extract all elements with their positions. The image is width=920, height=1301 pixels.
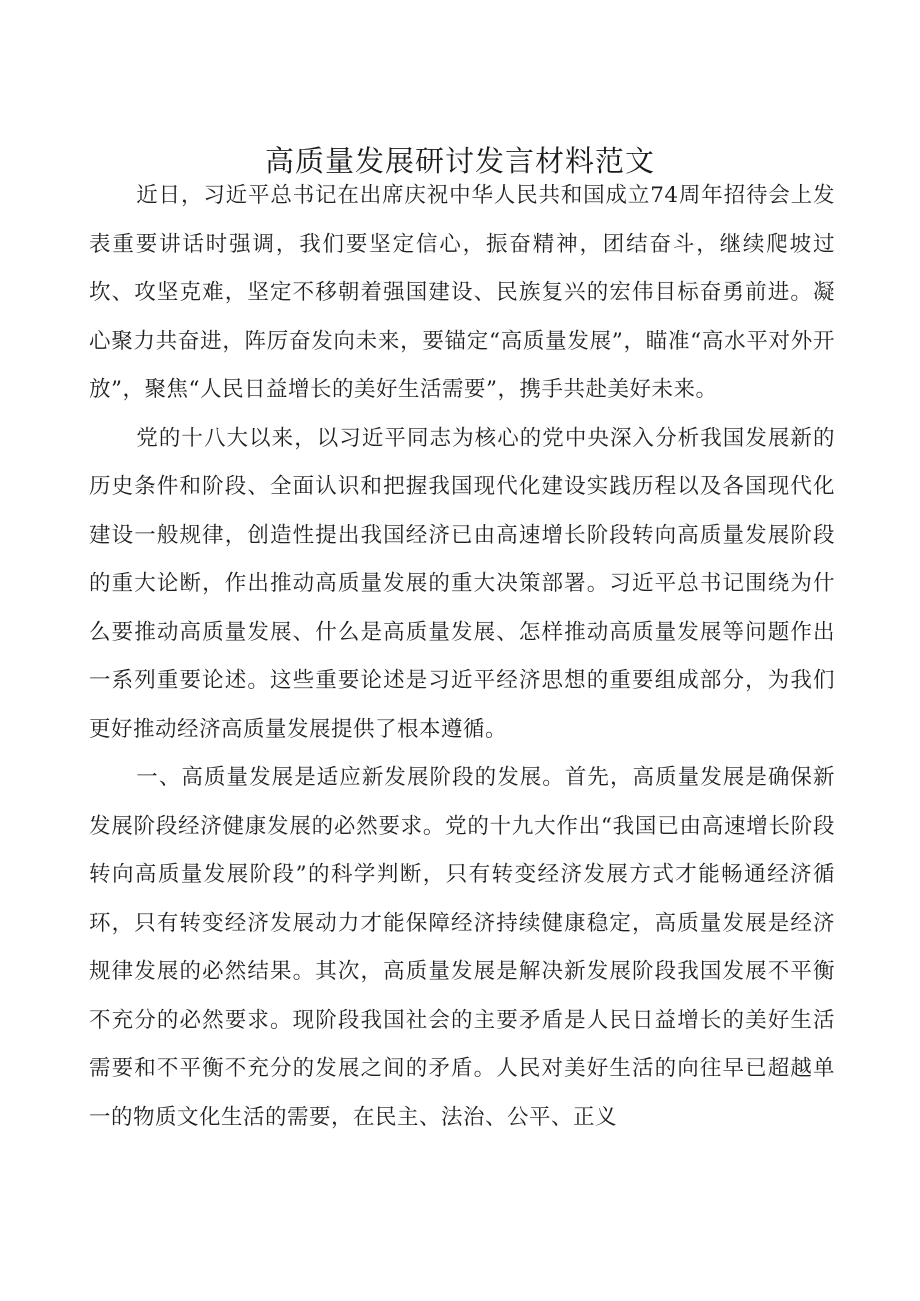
document-title: 高质量发展研讨发言材料范文 bbox=[264, 144, 655, 178]
document-body bbox=[89, 172, 835, 1142]
paragraph-2: 党的十八大以来，以习近平同志为核心的党中央深入分析我国发展新的历史条件和阶段、全面认识和把握我国现代化建设实践历程以及各国现代化建设一般规律，创造性提出我国经济已由高速增长阶段转向高质量发展阶段的重大论断，作出推动高质量发展的重大决策部署。习近平总书记围绕为什么要推动高质量发展、什么是高质量发展、怎样推动高质量发展等问题作出一系列重要论述。这些重要论述是习近平经济思想的重要组成部分，为我们更好推动经济高质量发展提供了根本遵循。 bbox=[89, 425, 835, 742]
paragraph-3: 一、高质量发展是适应新发展阶段的发展。首先，高质量发展是确保新发展阶段经济健康发展的必然要求。党的十九大作出“我国已由高速增长阶段转向高质量发展阶段”的科学判断，只有转变经济发展方式才能畅通经济循环，只有转变经济发展动力才能保障经济持续健康稳定，高质量发展是经济规律发展的必然结果。其次，高质量发展是解决新发展阶段我国发展不平衡不充分的必然要求。现阶段我国社会的主要矛盾是人民日益增长的美好生活需要和不平衡不充分的发展之间的矛盾。人民对美好生活的向往早已超越单一的物质文化生活的需要，在民主、法治、公平、正义 bbox=[89, 765, 835, 1130]
paragraph-1: 近日，习近平总书记在出席庆祝中华人民共和国成立74周年招待会上发表重要讲话时强调，我们要坚定信心，振奋精神，团结奋斗，继续爬坡过坎、攻坚克难，坚定不移朝着强国建设、民族复兴的宏伟目标奋勇前进。凝心聚力共奋进，阵厉奋发向未来，要锚定“高质量发展”，瞄准“高水平对外开放”，聚焦“人民日益增长的美好生活需要”，携手共赴美好未来。 bbox=[89, 183, 835, 402]
